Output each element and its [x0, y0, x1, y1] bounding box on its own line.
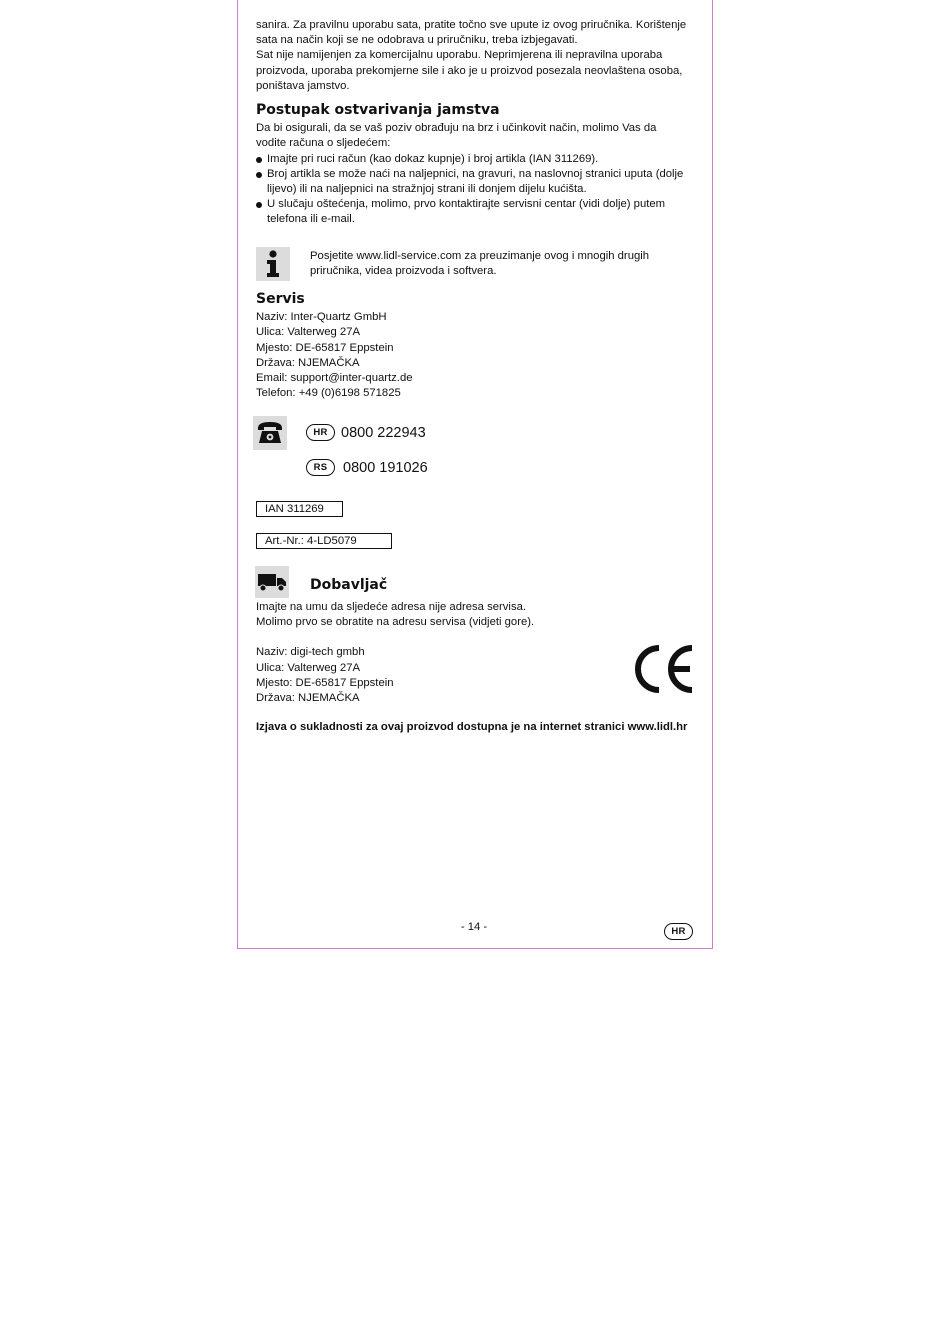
- supplier-city: Mjesto: DE-65817 Eppstein: [256, 676, 394, 689]
- supplier-note: Imajte na umu da sljedeće adresa nije adresa servisa.: [256, 601, 527, 613]
- supplier-street: Ulica: Valterweg 27A: [256, 661, 361, 674]
- bullet-text: U slučaju oštećenja, molimo, prvo kontaktirajte servisni centar (vidi dolje) putem: [267, 198, 666, 211]
- warranty-line: poništava jamstvo.: [256, 79, 350, 92]
- service-phone: Telefon: +49 (0)6198 571825: [256, 387, 401, 400]
- hotline-number-rs: 0800 191026: [343, 459, 428, 476]
- conformity-statement: Izjava o sukladnosti za ovaj proizvod dostupna je na internet stranici www.lidl.hr: [256, 721, 688, 733]
- warranty-line: sata na način koji se ne odobrava u priručniku, treba izbjegavati.: [256, 34, 578, 47]
- warranty-line: Sat nije namijenjen za komercijalnu uporabu. Neprimjerena ili nepravilna uporaba: [256, 49, 663, 62]
- claim-intro: Da bi osigurali, da se vaš poziv obrađuju na brz i učinkovit način, molimo Vas da: [256, 122, 657, 135]
- hotline-hr: [306, 424, 426, 441]
- list-item: [256, 167, 696, 197]
- bullet-text: lijevo) ili na naljepnici na stražnjoj strani ili donjem dijelu kućišta.: [267, 183, 587, 196]
- service-street: Ulica: Valterweg 27A: [256, 326, 361, 339]
- warranty-line: sanira. Za pravilnu uporabu sata, pratite točno sve upute iz ovog priručnika. Korištenje: [256, 19, 687, 31]
- info-icon: [256, 247, 290, 281]
- footer-lang: HR: [664, 923, 693, 940]
- warranty-line: proizvoda, uporaba prekomjerne sile i ako je u proizvod posezala neovlaštena osoba,: [256, 64, 683, 77]
- service-country: Država: NJEMAČKA: [256, 356, 360, 369]
- bullet-text: Imajte pri ruci račun (kao dokaz kupnje) i broj artikla (IAN 311269).: [267, 152, 599, 165]
- supplier-title: Dobavljač: [310, 577, 388, 593]
- info-note-line: Posjetite www.lidl-service.com za preuzimanje ovog i mnogih drugih: [310, 250, 650, 262]
- service-title: Servis: [256, 291, 305, 307]
- rs-badge: RS: [306, 459, 335, 476]
- claim-intro: vodite računa o sljedećem:: [256, 137, 391, 150]
- ce-mark: [633, 645, 695, 698]
- telephone-icon: [253, 416, 287, 450]
- hr-badge: HR: [306, 424, 335, 441]
- page-number: - 14 -: [460, 921, 488, 933]
- art-nr-box: Art.-Nr.: 4-LD5079: [256, 533, 392, 549]
- warranty-text: [256, 18, 696, 94]
- bullet-text: telefona ili e-mail.: [267, 213, 355, 226]
- hotline-rs: [306, 459, 428, 476]
- supplier-section: [256, 600, 696, 706]
- truck-icon: [255, 566, 289, 598]
- claim-bullets: [256, 152, 696, 228]
- list-item: [256, 152, 696, 167]
- hotline-number-hr: 0800 222943: [341, 424, 426, 441]
- info-note-line: priručnika, videa proizvoda i softvera.: [310, 265, 497, 278]
- service-section: [256, 292, 696, 401]
- language-badge: [664, 921, 699, 940]
- supplier-country: Država: NJEMAČKA: [256, 692, 360, 705]
- supplier-note: Molimo prvo se obratite na adresu servisa (vidjeti gore).: [256, 616, 535, 629]
- info-note: [310, 249, 690, 279]
- ian-box: IAN 311269: [256, 501, 343, 517]
- supplier-name: Naziv: digi-tech gmbh: [256, 646, 365, 659]
- service-name: Naziv: Inter-Quartz GmbH: [256, 311, 387, 324]
- service-email: Email: support@inter-quartz.de: [256, 372, 413, 385]
- claim-section: [256, 103, 696, 228]
- claim-title: Postupak ostvarivanja jamstva: [256, 102, 500, 118]
- bullet-text: Broj artikla se može naći na naljepnici, na gravuri, na naslovnoj stranici uputa (dolje: [267, 167, 684, 180]
- service-city: Mjesto: DE-65817 Eppstein: [256, 341, 394, 354]
- list-item: [256, 197, 696, 227]
